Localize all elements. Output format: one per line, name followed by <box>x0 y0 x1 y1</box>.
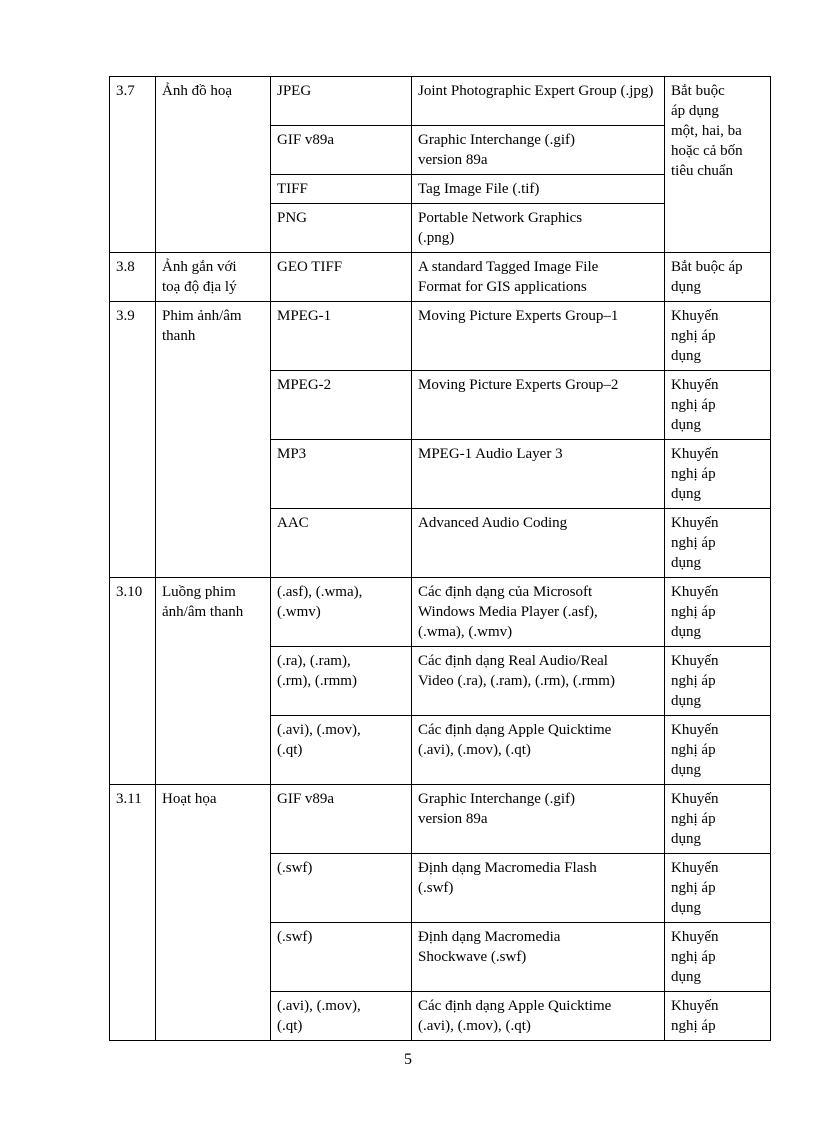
description-cell: Portable Network Graphics (.png) <box>412 204 665 253</box>
category-cell: Phim ảnh/âm thanh <box>156 302 271 578</box>
format-cell: (.asf), (.wma), (.wmv) <box>271 578 412 647</box>
format-cell: (.swf) <box>271 854 412 923</box>
section-number-cell: 3.9 <box>110 302 156 578</box>
category-cell: Luồng phim ảnh/âm thanh <box>156 578 271 785</box>
table-row <box>110 253 771 302</box>
page-number: 5 <box>404 1051 412 1068</box>
format-cell: (.ra), (.ram), (.rm), (.rmm) <box>271 647 412 716</box>
table-row <box>110 302 771 371</box>
format-cell: (.avi), (.mov), (.qt) <box>271 992 412 1041</box>
description-cell: Moving Picture Experts Group–2 <box>412 371 665 440</box>
format-cell: GIF v89a <box>271 126 412 175</box>
table-row <box>110 785 771 854</box>
description-cell: MPEG-1 Audio Layer 3 <box>412 440 665 509</box>
description-cell: Các định dạng Apple Quicktime (.avi), (.mov), (.qt) <box>412 716 665 785</box>
description-cell: Định dạng Macromedia Shockwave (.swf) <box>412 923 665 992</box>
requirement-cell: Khuyến nghị áp dụng <box>665 785 771 854</box>
format-cell: AAC <box>271 509 412 578</box>
requirement-cell: Khuyến nghị áp dụng <box>665 509 771 578</box>
description-cell: Định dạng Macromedia Flash (.swf) <box>412 854 665 923</box>
description-cell: Joint Photographic Expert Group (.jpg) <box>412 77 665 126</box>
format-cell: MP3 <box>271 440 412 509</box>
format-cell: MPEG-2 <box>271 371 412 440</box>
requirement-cell: Khuyến nghị áp dụng <box>665 923 771 992</box>
format-cell: (.swf) <box>271 923 412 992</box>
requirement-cell: Khuyến nghị áp dụng <box>665 371 771 440</box>
section-number-cell: 3.11 <box>110 785 156 1041</box>
section-number-cell: 3.8 <box>110 253 156 302</box>
category-cell: Ảnh đồ hoạ <box>156 77 271 253</box>
format-cell: GEO TIFF <box>271 253 412 302</box>
format-cell: GIF v89a <box>271 785 412 854</box>
requirement-cell: Bắt buộc áp dụng <box>665 253 771 302</box>
requirement-cell: Khuyến nghị áp dụng <box>665 647 771 716</box>
category-cell: Ảnh gắn với toạ độ địa lý <box>156 253 271 302</box>
requirement-cell: Khuyến nghị áp dụng <box>665 302 771 371</box>
description-cell: Các định dạng Apple Quicktime (.avi), (.mov), (.qt) <box>412 992 665 1041</box>
description-cell: Tag Image File (.tif) <box>412 175 665 204</box>
description-cell: Advanced Audio Coding <box>412 509 665 578</box>
requirement-cell: Khuyến nghị áp <box>665 992 771 1041</box>
format-cell: JPEG <box>271 77 412 126</box>
requirement-cell: Khuyến nghị áp dụng <box>665 716 771 785</box>
format-cell: MPEG-1 <box>271 302 412 371</box>
table-row <box>110 578 771 647</box>
requirement-cell: Bắt buộc áp dụng một, hai, ba hoặc cả bốn tiêu chuẩn <box>665 77 771 253</box>
requirement-cell: Khuyến nghị áp dụng <box>665 854 771 923</box>
requirement-cell: Khuyến nghị áp dụng <box>665 440 771 509</box>
section-number-cell: 3.10 <box>110 578 156 785</box>
description-cell: Moving Picture Experts Group–1 <box>412 302 665 371</box>
requirement-cell: Khuyến nghị áp dụng <box>665 578 771 647</box>
description-cell: Các định dạng của Microsoft Windows Media Player (.asf), (.wma), (.wmv) <box>412 578 665 647</box>
description-cell: Các định dạng Real Audio/Real Video (.ra), (.ram), (.rm), (.rmm) <box>412 647 665 716</box>
description-cell: Graphic Interchange (.gif) version 89a <box>412 126 665 175</box>
section-number-cell: 3.7 <box>110 77 156 253</box>
format-cell: (.avi), (.mov), (.qt) <box>271 716 412 785</box>
description-cell: A standard Tagged Image File Format for GIS applications <box>412 253 665 302</box>
format-cell: PNG <box>271 204 412 253</box>
format-cell: TIFF <box>271 175 412 204</box>
table-row <box>110 77 771 126</box>
category-cell: Hoạt họa <box>156 785 271 1041</box>
description-cell: Graphic Interchange (.gif) version 89a <box>412 785 665 854</box>
format-standards-table <box>109 76 771 1041</box>
